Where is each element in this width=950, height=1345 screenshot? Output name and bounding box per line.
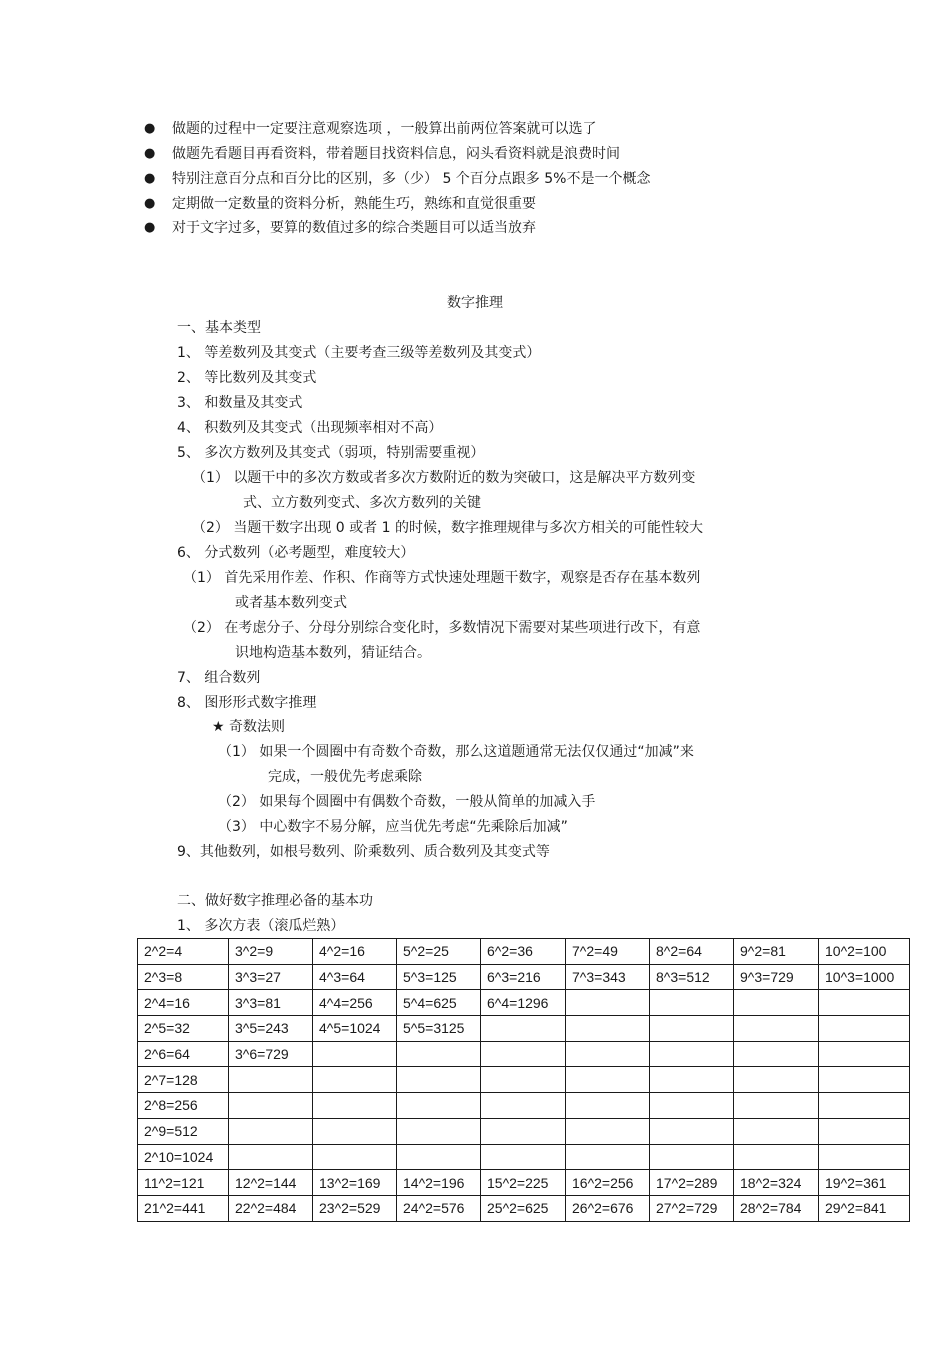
- table-cell: 18^2=324: [734, 1170, 819, 1196]
- table-row: [138, 1041, 910, 1067]
- table-cell: [229, 1093, 313, 1119]
- table-cell: [734, 1144, 819, 1170]
- table-row: [138, 939, 910, 965]
- table-cell: 2^3=8: [138, 964, 229, 990]
- table-cell: 2^7=128: [138, 1067, 229, 1093]
- table-cell: 8^3=512: [650, 964, 734, 990]
- table-cell: [481, 1067, 566, 1093]
- table-cell: 7^2=49: [566, 939, 650, 965]
- part2-subheading: 1、 多次方表（滚瓜烂熟）: [177, 918, 345, 934]
- table-cell: [734, 1041, 819, 1067]
- list-item: 完成，一般优先考虑乘除: [268, 769, 422, 785]
- table-cell: [313, 1093, 397, 1119]
- table-cell: 2^6=64: [138, 1041, 229, 1067]
- table-cell: [819, 1118, 910, 1144]
- table-cell: 2^5=32: [138, 1016, 229, 1042]
- table-cell: 4^3=64: [313, 964, 397, 990]
- tip-item: 做题先看题目再看资料，带着题目找资料信息，闷头看资料就是浪费时间: [172, 146, 620, 162]
- table-row: [138, 1016, 910, 1042]
- table-cell: [650, 990, 734, 1016]
- table-cell: 6^4=1296: [481, 990, 566, 1016]
- table-row: [138, 964, 910, 990]
- table-cell: [650, 1067, 734, 1093]
- table-cell: [566, 1093, 650, 1119]
- table-cell: [734, 1093, 819, 1119]
- table-cell: [481, 1144, 566, 1170]
- table-cell: 13^2=169: [313, 1170, 397, 1196]
- list-item: （3） 中心数字不易分解，应当优先考虑“先乘除后加减”: [218, 819, 568, 835]
- table-row: [138, 1144, 910, 1170]
- list-item: 8、 图形形式数字推理: [177, 695, 317, 711]
- table-cell: 3^3=81: [229, 990, 313, 1016]
- table-cell: 4^4=256: [313, 990, 397, 1016]
- table-cell: [650, 1093, 734, 1119]
- table-cell: 6^3=216: [481, 964, 566, 990]
- table-cell: [734, 1118, 819, 1144]
- list-item: ★ 奇数法则: [212, 719, 286, 735]
- table-cell: 11^2=121: [138, 1170, 229, 1196]
- table-cell: [313, 1067, 397, 1093]
- table-cell: [819, 990, 910, 1016]
- table-cell: [481, 1041, 566, 1067]
- table-cell: [313, 1144, 397, 1170]
- table-cell: [819, 1144, 910, 1170]
- table-cell: 22^2=484: [229, 1195, 313, 1221]
- table-cell: 3^3=27: [229, 964, 313, 990]
- table-cell: 10^3=1000: [819, 964, 910, 990]
- table-cell: 2^8=256: [138, 1093, 229, 1119]
- bullet-icon: ●: [144, 220, 156, 235]
- tip-item: 做题的过程中一定要注意观察选项 ，一般算出前两位答案就可以选了: [172, 121, 597, 137]
- table-row: [138, 1067, 910, 1093]
- table-cell: 2^10=1024: [138, 1144, 229, 1170]
- bullet-icon: ●: [144, 121, 156, 136]
- list-item: 4、 积数列及其变式（出现频率相对不高）: [177, 420, 443, 436]
- table-cell: 21^2=441: [138, 1195, 229, 1221]
- table-cell: 19^2=361: [819, 1170, 910, 1196]
- table-cell: [229, 1144, 313, 1170]
- table-cell: 3^5=243: [229, 1016, 313, 1042]
- list-item: 9、其他数列，如根号数列、阶乘数列、质合数列及其变式等: [177, 844, 550, 860]
- bullet-icon: ●: [144, 146, 156, 161]
- table-cell: 25^2=625: [481, 1195, 566, 1221]
- table-cell: 2^4=16: [138, 990, 229, 1016]
- table-cell: [566, 1041, 650, 1067]
- tip-item: 对于文字过多，要算的数值过多的综合类题目可以适当放弃: [172, 220, 536, 236]
- list-item: 6、 分式数列（必考题型，难度较大）: [177, 545, 415, 561]
- table-cell: [313, 1118, 397, 1144]
- table-row: [138, 990, 910, 1016]
- table-cell: [397, 1144, 481, 1170]
- table-cell: 2^2=4: [138, 939, 229, 965]
- table-cell: [481, 1118, 566, 1144]
- table-cell: 7^3=343: [566, 964, 650, 990]
- table-cell: [819, 1041, 910, 1067]
- table-cell: [229, 1067, 313, 1093]
- table-cell: 4^2=16: [313, 939, 397, 965]
- section-title: 数字推理: [447, 295, 503, 311]
- table-cell: [397, 1118, 481, 1144]
- table-cell: [397, 1067, 481, 1093]
- list-item: 7、 组合数列: [177, 670, 261, 686]
- tip-item: 特别注意百分点和百分比的区别，多（少） 5 个百分点跟多 5%不是一个概念: [172, 171, 651, 187]
- list-item: （2） 当题干数字出现 0 或者 1 的时候，数字推理规律与多次方相关的可能性较大: [192, 520, 703, 536]
- table-cell: [481, 1016, 566, 1042]
- table-cell: [734, 1016, 819, 1042]
- table-cell: 3^2=9: [229, 939, 313, 965]
- table-cell: [481, 1093, 566, 1119]
- table-cell: 14^2=196: [397, 1170, 481, 1196]
- table-cell: [566, 1118, 650, 1144]
- part2-heading: 二、做好数字推理必备的基本功: [177, 893, 373, 909]
- table-cell: 5^5=3125: [397, 1016, 481, 1042]
- part1-heading: 一、基本类型: [177, 320, 261, 336]
- list-item: （1） 如果一个圆圈中有奇数个奇数，那么这道题通常无法仅仅通过“加减”来: [218, 744, 694, 760]
- list-item: 5、 多次方数列及其变式（弱项，特别需要重视）: [177, 445, 485, 461]
- table-cell: [819, 1093, 910, 1119]
- table-cell: 5^3=125: [397, 964, 481, 990]
- table-cell: 10^2=100: [819, 939, 910, 965]
- table-cell: 28^2=784: [734, 1195, 819, 1221]
- table-cell: [734, 990, 819, 1016]
- list-item: 3、 和数量及其变式: [177, 395, 303, 411]
- table-cell: [819, 1067, 910, 1093]
- table-cell: [566, 1144, 650, 1170]
- table-cell: [566, 990, 650, 1016]
- table-cell: [397, 1093, 481, 1119]
- powers-table: [137, 938, 910, 1222]
- table-cell: [566, 1067, 650, 1093]
- table-cell: [229, 1118, 313, 1144]
- table-cell: 5^2=25: [397, 939, 481, 965]
- table-cell: 29^2=841: [819, 1195, 910, 1221]
- table-cell: [734, 1067, 819, 1093]
- table-cell: 24^2=576: [397, 1195, 481, 1221]
- table-cell: 15^2=225: [481, 1170, 566, 1196]
- bullet-icon: ●: [144, 196, 156, 211]
- table-cell: 23^2=529: [313, 1195, 397, 1221]
- table-cell: 3^6=729: [229, 1041, 313, 1067]
- table-cell: 5^4=625: [397, 990, 481, 1016]
- list-item: （1） 首先采用作差、作积、作商等方式快速处理题干数字，观察是否存在基本数列: [183, 570, 701, 586]
- table-cell: 4^5=1024: [313, 1016, 397, 1042]
- list-item: （1） 以题干中的多次方数或者多次方数附近的数为突破口，这是解决平方数列变: [192, 470, 696, 486]
- tip-item: 定期做一定数量的资料分析，熟能生巧，熟练和直觉很重要: [172, 196, 536, 212]
- table-row: [138, 1195, 910, 1221]
- table-cell: 17^2=289: [650, 1170, 734, 1196]
- table-cell: 12^2=144: [229, 1170, 313, 1196]
- list-item: 或者基本数列变式: [235, 595, 347, 611]
- table-cell: 9^3=729: [734, 964, 819, 990]
- table-cell: [650, 1016, 734, 1042]
- table-cell: 26^2=676: [566, 1195, 650, 1221]
- list-item: 1、 等差数列及其变式（主要考查三级等差数列及其变式）: [177, 345, 541, 361]
- list-item: （2） 如果每个圆圈中有偶数个奇数，一般从简单的加减入手: [218, 794, 596, 810]
- table-cell: [650, 1041, 734, 1067]
- bullet-icon: ●: [144, 171, 156, 186]
- table-cell: 9^2=81: [734, 939, 819, 965]
- list-item: 识地构造基本数列，猜证结合。: [235, 645, 431, 661]
- table-cell: 6^2=36: [481, 939, 566, 965]
- table-cell: 16^2=256: [566, 1170, 650, 1196]
- list-item: （2） 在考虑分子、分母分别综合变化时，多数情况下需要对某些项进行改下，有意: [183, 620, 701, 636]
- table-row: [138, 1093, 910, 1119]
- list-item: 式、立方数列变式、多次方数列的关键: [243, 495, 481, 511]
- table-cell: 27^2=729: [650, 1195, 734, 1221]
- table-cell: [566, 1016, 650, 1042]
- table-cell: [313, 1041, 397, 1067]
- table-cell: [650, 1118, 734, 1144]
- table-cell: [650, 1144, 734, 1170]
- table-cell: [397, 1041, 481, 1067]
- list-item: 2、 等比数列及其变式: [177, 370, 317, 386]
- table-row: [138, 1118, 910, 1144]
- table-row: [138, 1170, 910, 1196]
- table-cell: 2^9=512: [138, 1118, 229, 1144]
- table-cell: [819, 1016, 910, 1042]
- table-cell: 8^2=64: [650, 939, 734, 965]
